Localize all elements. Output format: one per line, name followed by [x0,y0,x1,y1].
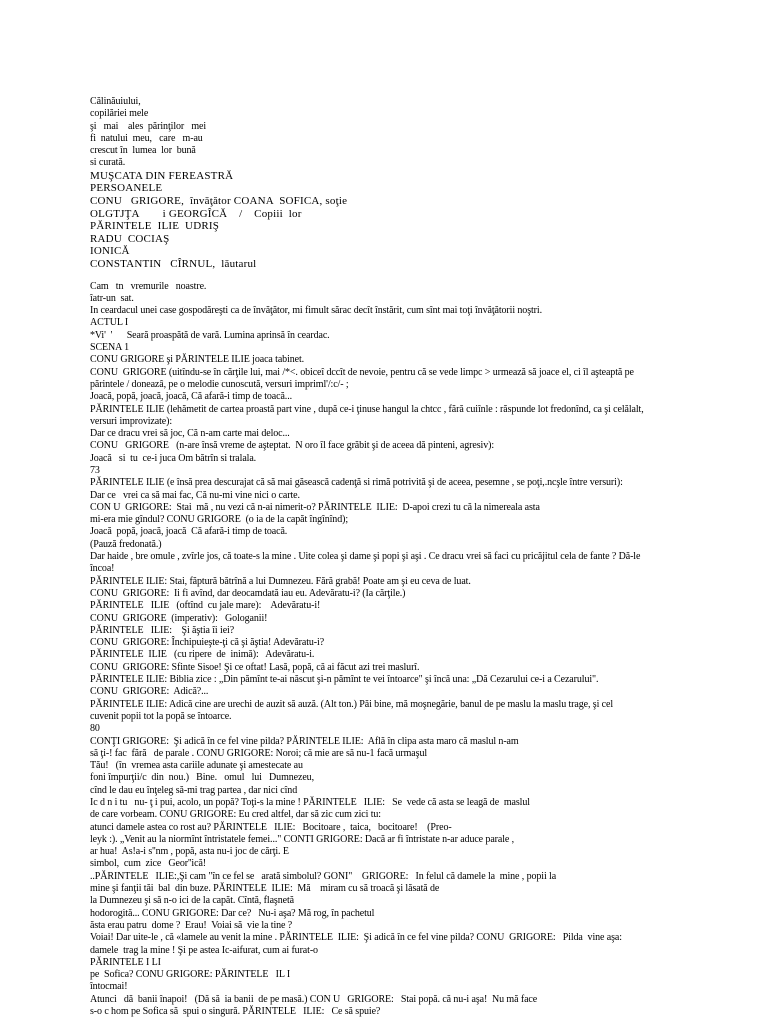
body-line: CONU GRIGORE şi PĂRINTELE ILIE joaca tabinet. [90,354,305,366]
body-line: simbol, cum zice Geor''ică! [90,858,207,870]
body-line: încoa! [90,563,115,575]
body-line: PĂRINTELE ILIE: Şi ăştia îi iei? [90,624,235,636]
body-line: Atunci dă banii înapoi! (Dă să ia banii de pe masă.) CON U GRIGORE: Stai popă. că nu-i aşa! Nu mă face [90,993,538,1005]
body-line: CONU GRIGORE (imperativ): Gologanii! [90,612,268,624]
dedication-line: si curată. [90,157,126,169]
body-line: la Dumnezeu şi să n-o ici de la capăt. Cîntă, flaşnetă [90,895,294,907]
body-line: PĂRINTELE ILIE (e însă prea descurajat că să mai găsească cadenţă si rimă potrivită şi de aceea, pesemne , se poţi,.ncşle între versuri): [90,477,623,489]
body-line: pe Sofica? CONU GRIGORE: PĂRINTELE IL I [90,969,291,981]
body-line: de care vorbeam. CONU GRIGORE: Eu cred altfel, dar să zic cum zici tu: [90,809,381,821]
body-line: PĂRINTELE I LI [90,956,161,968]
body-line: SCENA 1 [90,342,130,354]
section-gap [90,271,690,281]
body-line: Dar ce dracu vrei să joc, Că n-am carte mai deloc... [90,428,290,440]
body-line: PĂRINTELE ILIE: Adică cine are urechi de auzit să auză. (Alt ton.) Păi bine, mă moşnegărie, banul de pe maslu la maslu trage, şi cel [90,698,614,710]
body-line: Voiai! Dar uite-le , că «lamele au venit la mine . PĂRINTELE ILIE: Şi adică în ce fel vine pilda? CONU GRIGORE: Pilda vine aşa: [90,932,622,944]
body-line: 80 [90,723,100,735]
body-line: damele trag la mine ! Şi pe astea Ic-aifurat, cum ai furat-o [90,944,318,956]
body-line: ACTUL I [90,317,129,329]
body-line: să ţi-! fac fără de parale . CONU GRIGORE: Noroi; că mie are să nu-1 facă urmaşul [90,747,428,759]
body-line: ..PĂRINTELE ILIE:,Şi cam "în ce fel se arată simbolul? GONI" GRIGORE: In felul că damele la mine , popii la [90,870,557,882]
body-line: CONU GRIGORE: Adică?... [90,686,209,698]
body-line: PĂRINTELE ILIE: Biblia zice : „Din pămînt te-ai născut şi-n pămînt te vei întoarce" şi încă una: „Dă Cezarului ce-i a Cezarului". [90,674,599,686]
body-line: Tău! (în vremea asta cariile adunate şi amestecate au [90,760,303,772]
body-line: versuri improvizate): [90,415,173,427]
cast-line: PĂRINTELE ILIE UDRIŞ [90,220,220,233]
body-line: părintele / doneazâ, pe o melodie cunoscută, versuri impriml'/:c/- ; [90,378,349,390]
cast-line: MUŞCATA DIN FEREASTRĂ [90,169,234,182]
body-line: CONU GRIGORE (n-are însă vreme de aşteptat. N oro îl face grăbit şi de aceea dă pinteni, agresiv): [90,440,494,452]
body-line: Joacă, popă, joacă, joacă, Că afară-i timp de toacă... [90,391,292,403]
body-line: CONU GRIGORE: Ii fi avînd, dar deocamdată iau eu. Adevăratu-i? (Ia cărţile.) [90,587,406,599]
body-line: CONU GRIGORE (uitîndu-se în cărţile lui, mai /*<. obiceî dccît de nevoie, pentru că se vede limpc > urmează să joace el, ci îl aşteaptă pe [90,366,634,378]
body-line: ar hua! As!a-i s''nm , popă, asta nu-i joc de cărţi. E [90,846,289,858]
body-line: mine şi fanţii tăi bal din buze. PĂRINTELE ILIE: Mă miram cu să troacă şi lăsată de [90,883,440,895]
body-line: ăsta erau patru dome ? Erau! Voiai să vie la tine ? [90,919,293,931]
body-line: PĂRINTELE ILIE: Stai, făptură bătrînă a lui Dumnezeu. Fără grabă! Poate am şi eu ceva de luat. [90,575,471,587]
body-line: PĂRINTELE ILIE (oftînd cu jale mare): Adevăratu-i! [90,600,321,612]
body-line: 73 [90,464,100,476]
cast-line: RADU COCIAŞ [90,232,170,245]
cast-line: PERSOANELE [90,182,163,195]
body-line: întocmai! [90,981,128,993]
body-line: CONU GRIGORE: Sfinte Sisoe! Şi ce oftat! Lasă, popă, că ai făcut azi trei maslurî. [90,661,420,673]
body-line: CONU GRIGORE: Închipuieşte-ţi că şi ăştia! Adevăratu-i? [90,637,325,649]
cast-list [90,170,690,271]
body-line: îatr-un sat. [90,292,134,304]
dedication-line: şi mai ales părinţilor mei [90,120,207,132]
body-line: mi-era mie gîndul? CONU GRIGORE (o ia de la capăt îngînînd); [90,514,349,526]
body-line: Cam tn vremurile noastre. [90,280,207,292]
cast-line: CONSTANTIN CÎRNUL, lăutarul [90,257,257,270]
dedication-line: copilăriei mele [90,108,149,120]
body-line: leyk :). „Venit au la niormînt întristatele femei..." CONTI GRIGORE: Dacă ar fi întristate n-ar aduce parale , [90,833,515,845]
body-line: (Pauză fredonată.) [90,538,162,550]
document-text [90,96,690,1018]
dedication-line: Călinăuiului, [90,96,141,107]
body-line: atunci damele astea co rost au? PĂRINTELE ILIE: Bocitoare , taica, bocitoare! (Preo- [90,821,452,833]
body-line: *Vi' ' Seară proaspătă de vară. Lumina aprinsă în ceardac. [90,329,330,341]
cast-line: OLGTJŢA i GEORGÎCĂ / Copiii lor [90,207,302,220]
dedication-line: fi natului meu, care m-au [90,132,203,144]
play-text [90,281,690,1019]
body-line: foni împurţii/c din nou.) Bine. omul lui Dumnezeu, [90,772,314,784]
body-line: hodorogită... CONU GRIGORE: Dar ce? Nu-i aşa? Mă rog, în pachetul [90,907,375,919]
body-line: PĂRINTELE ILIE (cu ripere de inimă): Adevăratu-i. [90,649,315,661]
body-line: Joacă si tu ce-i juca Om bătrîn si tralala. [90,452,257,464]
body-line: Dar haide , bre omule , zvîrle jos, că toate-s la mine . Uite colea şi dame şi popi şi aşi . Ce dracu vrei să faci cu pricăjitul cela de fante ? Dă-le [90,551,641,563]
cast-line: IONICĂ [90,245,130,258]
cast-line: CONU GRIGORE, învăţător COANA SOFICA, soţie [90,194,348,207]
dedication [90,96,690,170]
body-line: Dar ce vrei ca să mai fac, Că nu-mi vine nici o carte. [90,489,300,501]
body-line: Ic d n i tu nu- ţ i pui, acolo, un popă? Toţi-s la mine ! PĂRINTELE ILIE: Se vede că asta se leagă de maslul [90,797,530,808]
body-line: cuvenit popii tot la popă se întoarce. [90,710,232,722]
body-line: PĂRINTELE ILIE (lehămetit de cartea proastă part vine , după ce-i ţinuse hangul la chtcc , fără cuiînle : răspunde lot fredonînd, ca şi celălalt, [90,403,644,415]
body-line: CONŢI GRIGORE: Şi adică în ce fel vine pilda? PĂRINTELE ILIE: Află în clipa asta maro că maslul n-am [90,735,519,747]
body-line: Joacă popă, joacă, joacă Că afară-i timp de toacă. [90,526,288,538]
body-line: CON U GRIGORE: Stai mă , nu vezi că n-ai nimerit-o? PĂRINTELE ILIE: D-apoi crezi tu că la nimereala asta [90,501,540,513]
body-line: s-o c hom pe Sofica să spui o singură. PĂRINTELE ILIE: Ce să spuie? [90,1006,381,1018]
body-line: cînd le dau eu înţeleg să-mi trag partea , dar nici cînd [90,784,298,796]
dedication-line: crescut în lumea lor bună [90,145,196,157]
body-line: In ceardacul unei case gospodăreşti ca de învăţător, mi fimult sărac decît înstărit, cum sînt mai toţi învăţătorii noştri. [90,305,542,317]
